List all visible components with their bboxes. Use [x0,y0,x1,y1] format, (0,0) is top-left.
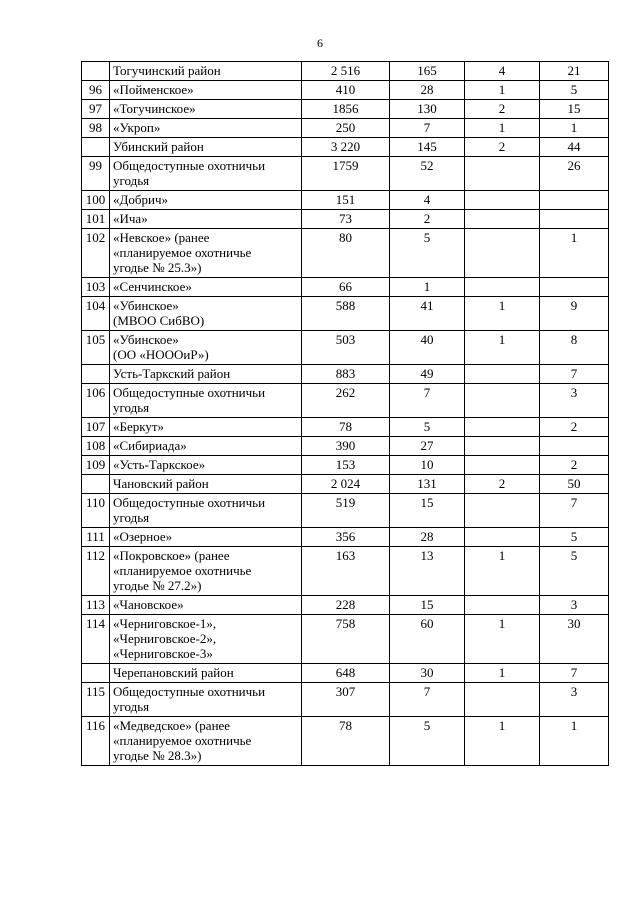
value-cell-1: 390 [302,437,390,456]
value-cell-4: 5 [540,81,609,100]
row-number-cell: 115 [82,683,110,717]
district-row [82,138,609,157]
value-cell-3 [465,384,540,418]
value-cell-4: 8 [540,331,609,365]
row-number-cell: 106 [82,384,110,418]
row-number-cell: 114 [82,615,110,664]
value-cell-2: 1 [390,278,465,297]
district-row [82,664,609,683]
name-cell: «Невское» (ранее «планируемое охотничье угодье № 25.3») [110,229,302,278]
value-cell-1: 356 [302,528,390,547]
value-cell-3: 1 [465,331,540,365]
value-cell-1: 2 516 [302,62,390,81]
value-cell-3 [465,278,540,297]
name-cell: Общедоступные охотничьи угодья [110,384,302,418]
value-cell-3 [465,683,540,717]
value-cell-2: 60 [390,615,465,664]
value-cell-1: 80 [302,229,390,278]
name-cell: «Убинское» (МВОО СибВО) [110,297,302,331]
name-cell: «Тогучинское» [110,100,302,119]
value-cell-3: 2 [465,475,540,494]
value-cell-1: 519 [302,494,390,528]
row-number-cell: 105 [82,331,110,365]
value-cell-1: 2 024 [302,475,390,494]
value-cell-2: 15 [390,596,465,615]
name-cell: «Пойменское» [110,81,302,100]
name-cell: Тогучинский район [110,62,302,81]
value-cell-4: 5 [540,528,609,547]
value-cell-4: 5 [540,547,609,596]
value-cell-2: 5 [390,717,465,766]
name-cell: «Покровское» (ранее «планируемое охотничье угодье № 27.2») [110,547,302,596]
value-cell-3 [465,418,540,437]
table-row [82,596,609,615]
row-number-cell: 102 [82,229,110,278]
name-cell: «Сибириада» [110,437,302,456]
table-row [82,547,609,596]
value-cell-4 [540,191,609,210]
value-cell-1: 78 [302,418,390,437]
table-row [82,494,609,528]
name-cell: «Сенчинское» [110,278,302,297]
page-number: 6 [317,36,323,50]
district-row [82,365,609,384]
table-row [82,615,609,664]
value-cell-4 [540,437,609,456]
value-cell-4: 1 [540,717,609,766]
value-cell-4: 1 [540,229,609,278]
value-cell-3 [465,365,540,384]
value-cell-3 [465,437,540,456]
value-cell-3 [465,191,540,210]
row-number-cell: 99 [82,157,110,191]
value-cell-4: 3 [540,683,609,717]
value-cell-4: 50 [540,475,609,494]
value-cell-2: 145 [390,138,465,157]
name-cell: Общедоступные охотничьи угодья [110,494,302,528]
value-cell-2: 40 [390,331,465,365]
value-cell-3: 1 [465,297,540,331]
value-cell-4: 2 [540,418,609,437]
table-row [82,418,609,437]
row-number-cell: 110 [82,494,110,528]
value-cell-1: 73 [302,210,390,229]
row-number-cell: 103 [82,278,110,297]
value-cell-1: 250 [302,119,390,138]
value-cell-2: 52 [390,157,465,191]
value-cell-3: 2 [465,138,540,157]
row-number-cell: 107 [82,418,110,437]
value-cell-4 [540,210,609,229]
table-row [82,191,609,210]
name-cell: «Укроп» [110,119,302,138]
value-cell-2: 28 [390,81,465,100]
value-cell-1: 153 [302,456,390,475]
value-cell-3 [465,210,540,229]
value-cell-3 [465,456,540,475]
value-cell-2: 15 [390,494,465,528]
table-row [82,331,609,365]
name-cell: «Чановское» [110,596,302,615]
name-cell: «Черниговское-1», «Черниговское-2», «Черниговское-3» [110,615,302,664]
table-row [82,210,609,229]
row-number-cell [82,62,110,81]
row-number-cell: 112 [82,547,110,596]
value-cell-1: 1856 [302,100,390,119]
value-cell-4: 3 [540,596,609,615]
value-cell-1: 307 [302,683,390,717]
value-cell-4: 7 [540,494,609,528]
name-cell: Общедоступные охотничьи угодья [110,683,302,717]
row-number-cell [82,138,110,157]
row-number-cell: 109 [82,456,110,475]
value-cell-2: 13 [390,547,465,596]
value-cell-3: 4 [465,62,540,81]
value-cell-3 [465,157,540,191]
table-row [82,384,609,418]
value-cell-4 [540,278,609,297]
value-cell-1: 588 [302,297,390,331]
value-cell-1: 3 220 [302,138,390,157]
value-cell-1: 503 [302,331,390,365]
name-cell: Общедоступные охотничьи угодья [110,157,302,191]
table-row [82,297,609,331]
row-number-cell: 98 [82,119,110,138]
value-cell-2: 27 [390,437,465,456]
name-cell: «Медведское» (ранее «планируемое охотничье угодье № 28.3») [110,717,302,766]
value-cell-2: 131 [390,475,465,494]
value-cell-2: 49 [390,365,465,384]
value-cell-2: 2 [390,210,465,229]
value-cell-4: 30 [540,615,609,664]
table-row [82,437,609,456]
value-cell-2: 30 [390,664,465,683]
value-cell-1: 648 [302,664,390,683]
value-cell-2: 7 [390,119,465,138]
value-cell-1: 758 [302,615,390,664]
row-number-cell: 101 [82,210,110,229]
value-cell-1: 66 [302,278,390,297]
row-number-cell [82,664,110,683]
value-cell-4: 44 [540,138,609,157]
name-cell: Убинский район [110,138,302,157]
value-cell-1: 1759 [302,157,390,191]
value-cell-2: 7 [390,384,465,418]
table-row [82,229,609,278]
row-number-cell: 116 [82,717,110,766]
table-row [82,157,609,191]
value-cell-3 [465,494,540,528]
name-cell: Усть-Таркский район [110,365,302,384]
table-row [82,81,609,100]
row-number-cell [82,365,110,384]
district-row [82,475,609,494]
table-row [82,100,609,119]
value-cell-2: 130 [390,100,465,119]
value-cell-1: 228 [302,596,390,615]
value-cell-4: 26 [540,157,609,191]
row-number-cell: 97 [82,100,110,119]
value-cell-4: 9 [540,297,609,331]
value-cell-3: 1 [465,547,540,596]
value-cell-3: 1 [465,717,540,766]
row-number-cell: 111 [82,528,110,547]
row-number-cell: 108 [82,437,110,456]
value-cell-3: 1 [465,81,540,100]
value-cell-3: 1 [465,664,540,683]
row-number-cell [82,475,110,494]
hunting-grounds-table [81,61,609,766]
value-cell-4: 7 [540,664,609,683]
table-row [82,278,609,297]
value-cell-2: 5 [390,418,465,437]
table-row [82,456,609,475]
value-cell-4: 3 [540,384,609,418]
name-cell: «Беркут» [110,418,302,437]
name-cell: «Ича» [110,210,302,229]
value-cell-2: 41 [390,297,465,331]
name-cell: «Убинское» (ОО «НОООиР») [110,331,302,365]
value-cell-1: 410 [302,81,390,100]
name-cell: Чановский район [110,475,302,494]
name-cell: Черепановский район [110,664,302,683]
value-cell-3: 1 [465,119,540,138]
value-cell-2: 4 [390,191,465,210]
value-cell-1: 163 [302,547,390,596]
table-row [82,683,609,717]
value-cell-3 [465,229,540,278]
district-row [82,62,609,81]
row-number-cell: 96 [82,81,110,100]
row-number-cell: 113 [82,596,110,615]
value-cell-4: 15 [540,100,609,119]
value-cell-3: 2 [465,100,540,119]
name-cell: «Усть-Таркское» [110,456,302,475]
value-cell-1: 78 [302,717,390,766]
row-number-cell: 100 [82,191,110,210]
value-cell-2: 10 [390,456,465,475]
value-cell-2: 28 [390,528,465,547]
value-cell-4: 21 [540,62,609,81]
table-body [82,62,609,766]
value-cell-1: 883 [302,365,390,384]
value-cell-3 [465,528,540,547]
name-cell: «Добрич» [110,191,302,210]
value-cell-2: 165 [390,62,465,81]
value-cell-4: 7 [540,365,609,384]
value-cell-2: 5 [390,229,465,278]
value-cell-1: 151 [302,191,390,210]
value-cell-4: 2 [540,456,609,475]
value-cell-3: 1 [465,615,540,664]
value-cell-4: 1 [540,119,609,138]
value-cell-3 [465,596,540,615]
value-cell-2: 7 [390,683,465,717]
name-cell: «Озерное» [110,528,302,547]
row-number-cell: 104 [82,297,110,331]
table-row [82,528,609,547]
table-row [82,119,609,138]
value-cell-1: 262 [302,384,390,418]
table-row [82,717,609,766]
